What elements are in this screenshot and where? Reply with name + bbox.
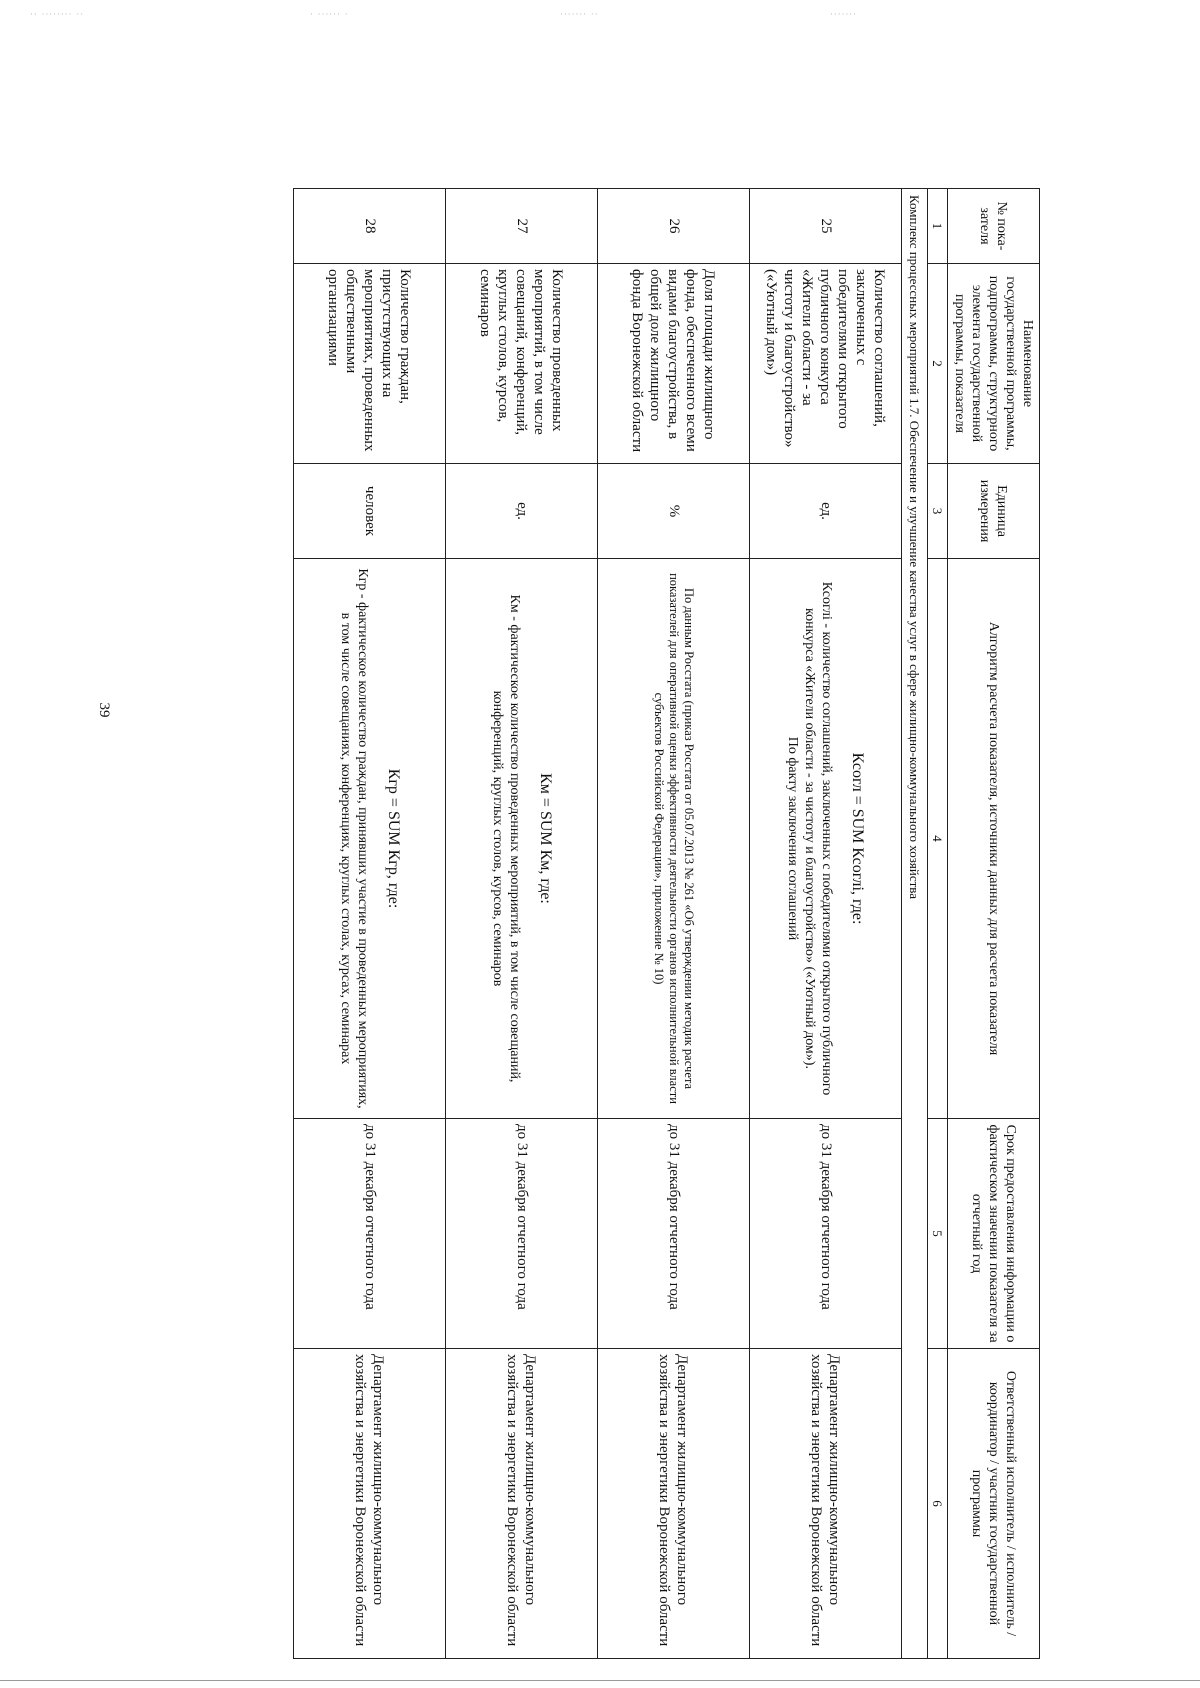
column-number-row (928, 189, 948, 1659)
algorithm-formula: Ксогл = SUM Ксоглi, где: (849, 752, 867, 925)
page-number: 39 (96, 702, 112, 718)
scan-artifact: · ······ · (310, 10, 349, 20)
responsible-executor: Департамент жилищно-коммунального хозяйства и энергетики Воронежской области (294, 1349, 446, 1659)
column-number: 6 (928, 1349, 948, 1659)
table-header-row (948, 189, 1040, 1659)
scan-artifact: ·· ········ ·· (30, 10, 85, 20)
indicator-unit: % (598, 464, 750, 559)
rotated-content (170, 188, 1040, 1658)
indicator-name: Количество соглашений, заключенных с победителями открытого публичного конкурса «Жители области - за чистоту и благоустройство» («Уютный дом») (750, 264, 902, 464)
indicators-table (293, 188, 1040, 1659)
header-name: Наименование государственной программы, подпрограммы, структурного элемента государственной программы, показателя (948, 264, 1040, 464)
report-term: до 31 декабря отчетного года (750, 1119, 902, 1349)
table-row (294, 189, 446, 1659)
column-number: 2 (928, 264, 948, 464)
table-row (598, 189, 750, 1659)
section-row (902, 189, 928, 1659)
algorithm-formula: Км = SUM Км, где: (537, 773, 554, 904)
algorithm-formula: Кгр = SUM Кгр, где: (385, 768, 402, 909)
column-number: 5 (928, 1119, 948, 1349)
responsible-executor: Департамент жилищно-коммунального хозяйства и энергетики Воронежской области (446, 1349, 598, 1659)
row-number: 27 (446, 189, 598, 264)
header-algorithm: Алгоритм расчета показателя, источники данных для расчета показателя (948, 559, 1040, 1119)
row-number: 28 (294, 189, 446, 264)
report-term: до 31 декабря отчетного года (294, 1119, 446, 1349)
indicator-algorithm (446, 559, 598, 1119)
header-unit: Единица измерения (948, 464, 1040, 559)
column-number: 4 (928, 559, 948, 1119)
header-term: Срок предоставления информации о фактическом значении показателя за отчетный год (948, 1119, 1040, 1349)
report-term: до 31 декабря отчетного года (446, 1119, 598, 1349)
column-number: 1 (928, 189, 948, 264)
indicator-unit: ед. (750, 464, 902, 559)
scan-artifact: ······· (830, 10, 858, 20)
indicator-algorithm (750, 559, 902, 1119)
section-title: Комплекс процессных мероприятий 1.7. Обеспечение и улучшение качества услуг в сфере жилищно-коммунального хозяйства (902, 189, 928, 1659)
indicator-unit: человек (294, 464, 446, 559)
scan-artifact: ······· ·· (560, 10, 599, 20)
table-row (446, 189, 598, 1659)
header-executor: Ответственный исполнитель / исполнитель / координатор / участник государственной программы (948, 1349, 1040, 1659)
indicator-name: Количество проведенных мероприятий, в том числе совещаний, конференций, круглых столов, курсов, семинаров (446, 264, 598, 464)
column-number: 3 (928, 464, 948, 559)
header-number: № пока-зателя (948, 189, 1040, 264)
indicator-name: Количество граждан, присутствующих на мероприятиях, проведенных общественными организациями (294, 264, 446, 464)
report-term: до 31 декабря отчетного года (598, 1119, 750, 1349)
indicator-algorithm (294, 559, 446, 1119)
row-number: 26 (598, 189, 750, 264)
row-number: 25 (750, 189, 902, 264)
indicator-algorithm (598, 559, 750, 1119)
responsible-executor: Департамент жилищно-коммунального хозяйства и энергетики Воронежской области (750, 1349, 902, 1659)
scan-bottom-edge (0, 1680, 1200, 1681)
responsible-executor: Департамент жилищно-коммунального хозяйства и энергетики Воронежской области (598, 1349, 750, 1659)
algorithm-note: По факту заключения соглашений (785, 736, 801, 941)
indicator-name: Доля площади жилищного фонда, обеспеченного всеми видами благоустройства, в общей доле жилищного фонда Воронежской области (598, 264, 750, 464)
algorithm-description: Кгр - фактическое количество граждан, принявших участие в проведенных мероприятиях, в том числе совещаниях, конференциях, круглых столах, курсах, семинарах (338, 568, 370, 1109)
table-row (750, 189, 902, 1659)
algorithm-description: Ксоглi - количество соглашений, заключенных с победителями открытого публичного конкурса «Жители области - за чистоту и благоустройство» («Уютный дом»). (802, 581, 835, 1096)
algorithm-description: Км - фактическое количество проведенных мероприятий, в том числе совещаний, конференций, круглых столов, курсов, семинаров (490, 594, 522, 1083)
algorithm-description: По данным Росстата (приказ Росстата от 05.07.2013 № 261 «Об утверждении методик расчета показателей для оперативной оценки эффективности деятельности органов исполнительной власти субъектов Российской Федерации», приложение № 10) (652, 573, 696, 1104)
rotated-page (170, 188, 1040, 1658)
indicator-unit: ед. (446, 464, 598, 559)
